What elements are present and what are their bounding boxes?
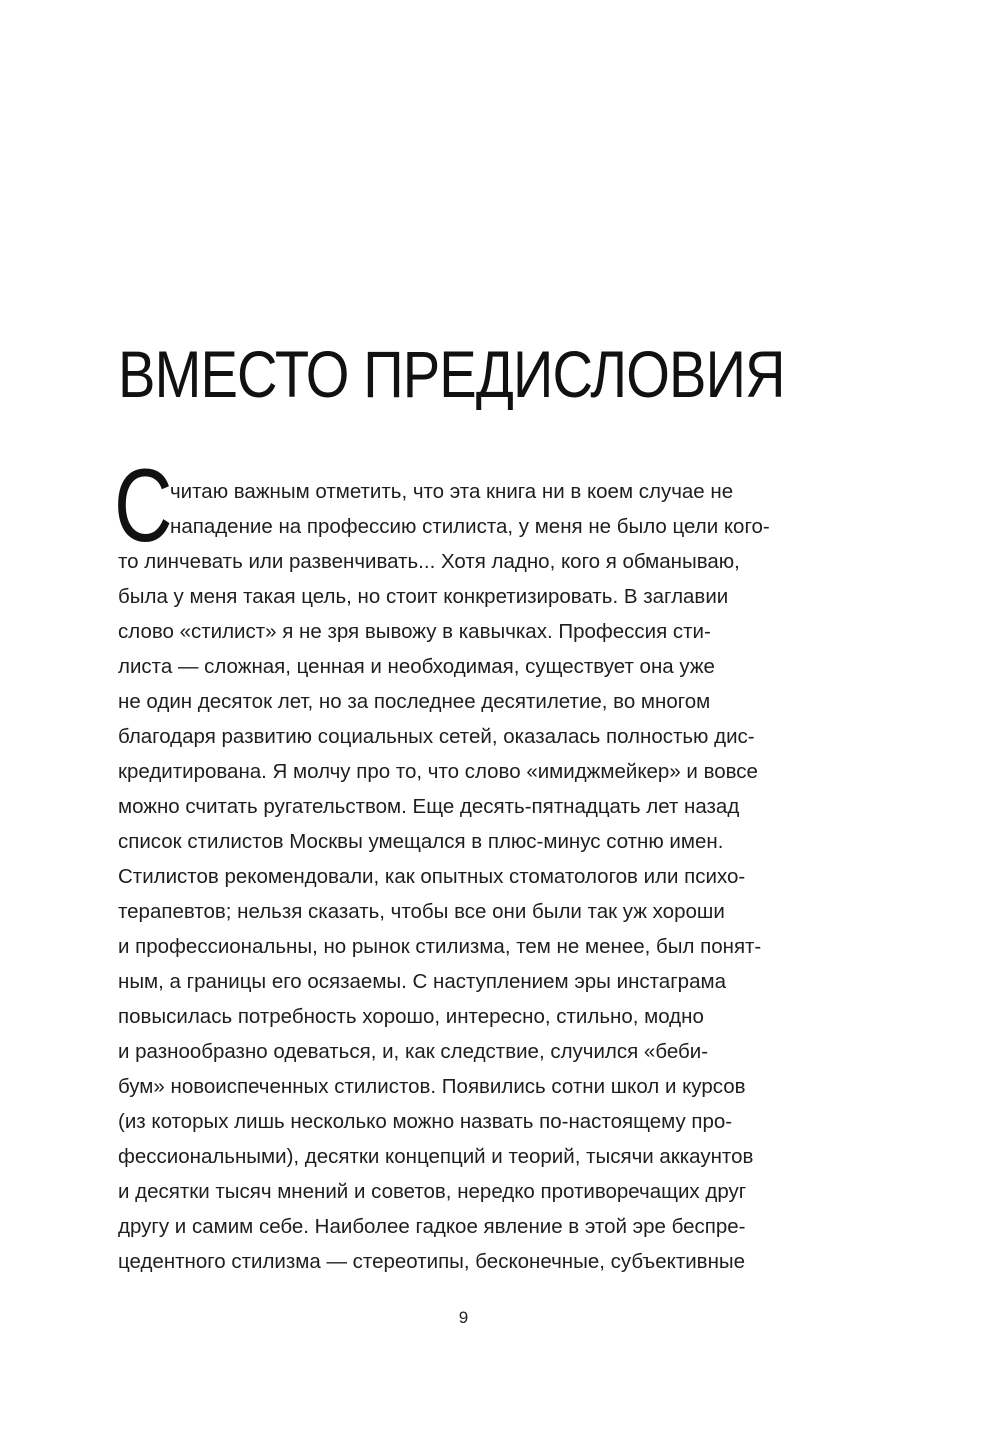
text-line: (из которых лишь несколько можно назвать по-настоящему про- xyxy=(118,1110,733,1133)
text-line: то линчевать или развенчивать... Хотя ладно, кого я обманываю, xyxy=(118,550,740,573)
text-line: бум» новоиспеченных стилистов. Появились сотни школ и курсов xyxy=(118,1075,746,1098)
text-line: можно считать ругательством. Еще десять-пятнадцать лет назад xyxy=(118,795,740,818)
text-line: фессиональными), десятки концепций и теорий, тысячи аккаунтов xyxy=(118,1145,754,1168)
text-line: и профессиональны, но рынок стилизма, тем не менее, был понят- xyxy=(118,935,762,958)
text-line: и десятки тысяч мнений и советов, нередко противоречащих друг xyxy=(118,1180,747,1203)
chapter-title: ВМЕСТО ПРЕДИСЛОВИЯ xyxy=(118,337,785,411)
text-line: листа — сложная, ценная и необходимая, существует она уже xyxy=(118,655,715,678)
text-line: повысилась потребность хорошо, интересно, стильно, модно xyxy=(118,1005,704,1028)
text-line: читаю важным отметить, что эта книга ни в коем случае не xyxy=(170,480,734,503)
text-line: слово «стилист» я не зря вывожу в кавычках. Профессия сти- xyxy=(118,620,711,643)
text-line: кредитирована. Я молчу про то, что слово «имиджмейкер» и вовсе xyxy=(118,760,758,783)
text-line: и разнообразно одеваться, и, как следствие, случился «беби- xyxy=(118,1040,709,1063)
text-line: не один десяток лет, но за последнее десятилетие, во многом xyxy=(118,690,711,713)
text-line: список стилистов Москвы умещался в плюс-минус сотню имен. xyxy=(118,830,724,853)
text-line: нападение на профессию стилиста, у меня не было цели кого- xyxy=(170,515,770,538)
text-line: благодаря развитию социальных сетей, оказалась полностью дис- xyxy=(118,725,755,748)
page-number: 9 xyxy=(458,1308,469,1327)
text-line: ным, а границы его осязаемы. С наступлением эры инстаграма xyxy=(118,970,726,993)
text-line: цедентного стилизма — стереотипы, бесконечные, субъективные xyxy=(118,1250,746,1273)
text-line: терапевтов; нельзя сказать, чтобы все они были так уж хороши xyxy=(118,900,725,923)
text-line: Стилистов рекомендовали, как опытных стоматологов или психо- xyxy=(118,865,746,888)
text-line: другу и самим себе. Наиболее гадкое явление в этой эре беспре- xyxy=(118,1215,746,1238)
drop-cap: С xyxy=(114,448,173,564)
text-line: была у меня такая цель, но стоит конкретизировать. В заглавии xyxy=(118,585,729,608)
